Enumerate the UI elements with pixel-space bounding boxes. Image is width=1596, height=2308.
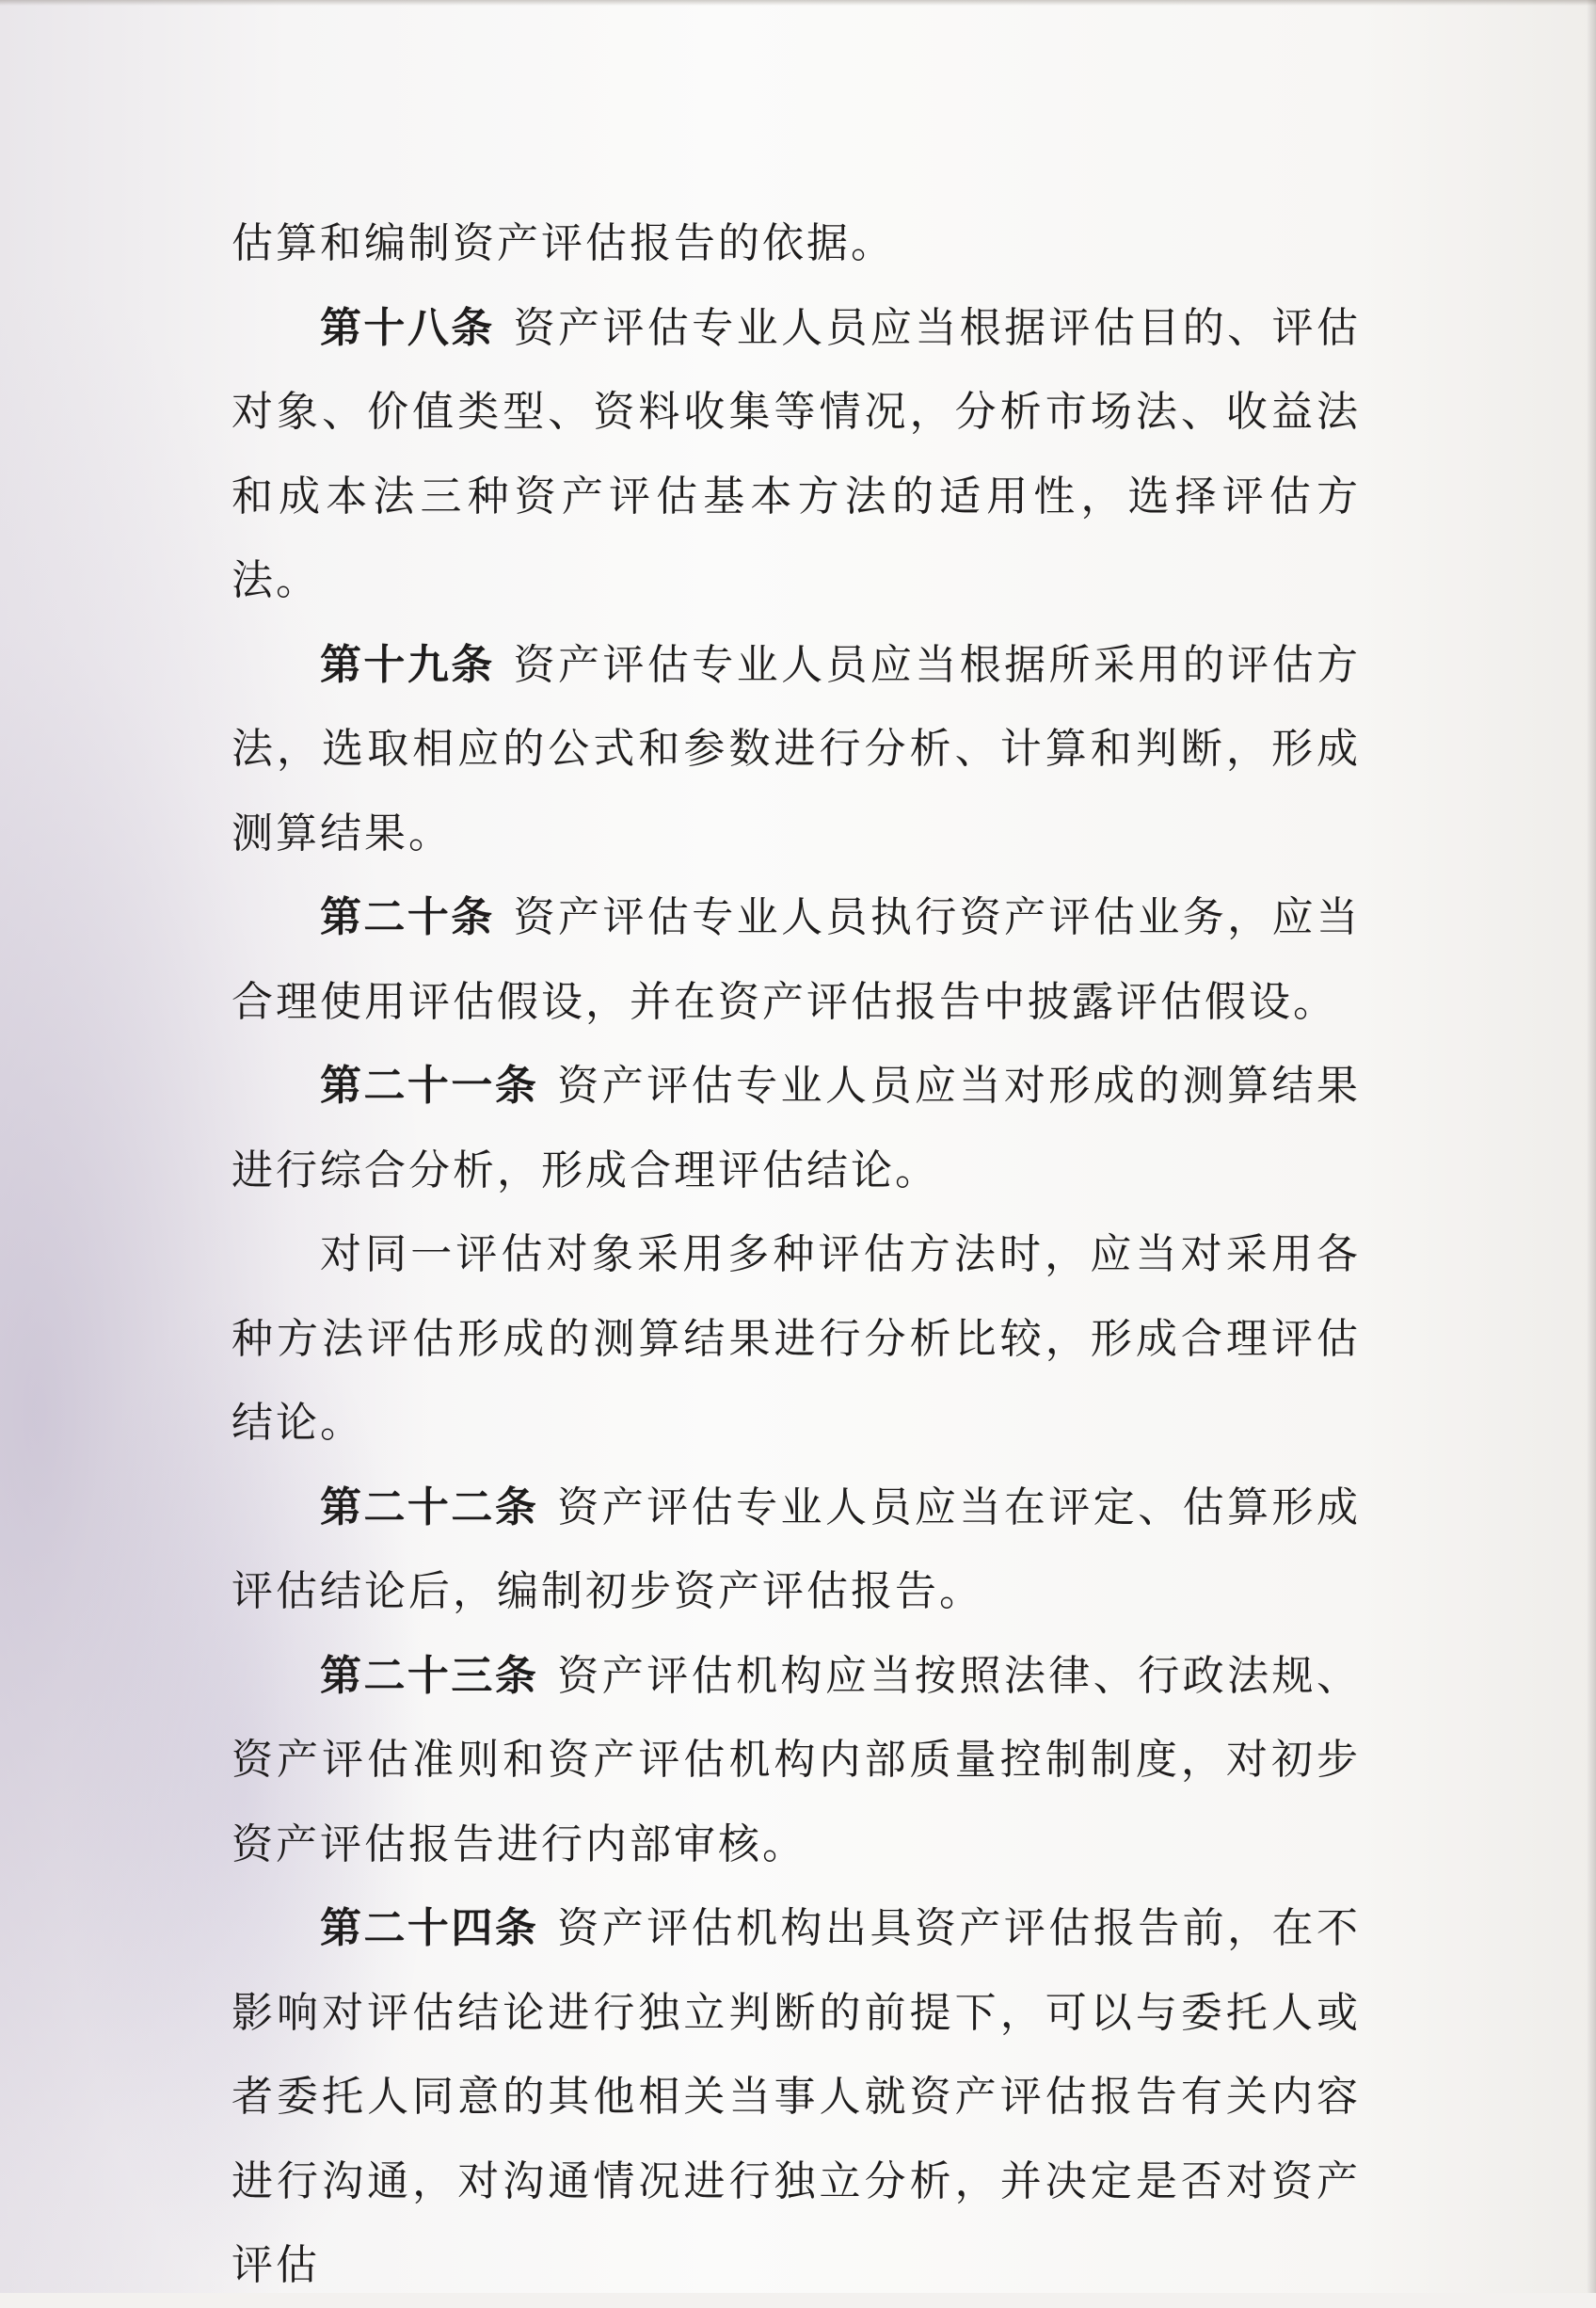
paragraph-article-20 <box>231 875 1361 1044</box>
paragraph-text: 资产评估专业人员应当在评定、估算形成评估结论后，编制初步资产评估报告。 <box>231 1483 1362 1615</box>
article-heading: 第二十一条 <box>320 1062 539 1110</box>
paragraph-text: 资产评估专业人员执行资产评估业务，应当合理使用评估假设，并在资产评估报告中披露评估假设。 <box>231 893 1362 1026</box>
paragraph-article-24 <box>231 1886 1361 2308</box>
article-heading: 第二十二条 <box>320 1483 539 1531</box>
article-heading: 第十九条 <box>320 640 495 689</box>
paragraph-article-23 <box>231 1634 1361 1887</box>
page-right-edge <box>1587 0 1596 2293</box>
paragraph-text: 资产评估专业人员应当根据所采用的评估方法，选取相应的公式和参数进行分析、计算和判断，形成测算结果。 <box>231 640 1362 857</box>
page-top-edge <box>0 0 1596 6</box>
paragraph-text: 估算和编制资产评估报告的依据。 <box>231 219 895 267</box>
paragraph-article-18 <box>231 286 1361 623</box>
paragraph-continuation <box>231 201 1361 286</box>
paragraph-text: 资产评估专业人员应当根据评估目的、评估对象、价值类型、资料收集等情况，分析市场法、收益法和成本法三种资产评估基本方法的适用性，选择评估方法。 <box>231 303 1362 604</box>
article-heading: 第二十条 <box>320 893 495 941</box>
article-heading: 第二十四条 <box>320 1904 539 1952</box>
paragraph-text: 对同一评估对象采用多种评估方法时，应当对采用各种方法评估形成的测算结果进行分析比较，形成合理评估结论。 <box>231 1230 1361 1447</box>
paragraph-article-21-clause-2 <box>231 1212 1361 1466</box>
paragraph-text: 资产评估机构应当按照法律、行政法规、资产评估准则和资产评估机构内部质量控制制度，对初步资产评估报告进行内部审核。 <box>231 1651 1362 1868</box>
paragraph-article-22 <box>231 1466 1361 1634</box>
article-heading: 第二十三条 <box>320 1651 539 1700</box>
paragraph-article-19 <box>231 623 1361 876</box>
paragraph-article-21 <box>231 1044 1361 1212</box>
paragraph-text: 资产评估机构出具资产评估报告前，在不影响对评估结论进行独立判断的前提下，可以与委托人或者委托人同意的其他相关当事人就资产评估报告有关内容进行沟通，对沟通情况进行独立分析，并决定是否对资产评估 <box>231 1904 1362 2289</box>
article-heading: 第十八条 <box>320 303 495 352</box>
document-body <box>231 201 1361 2308</box>
paragraph-text: 资产评估专业人员应当对形成的测算结果进行综合分析，形成合理评估结论。 <box>231 1062 1362 1194</box>
